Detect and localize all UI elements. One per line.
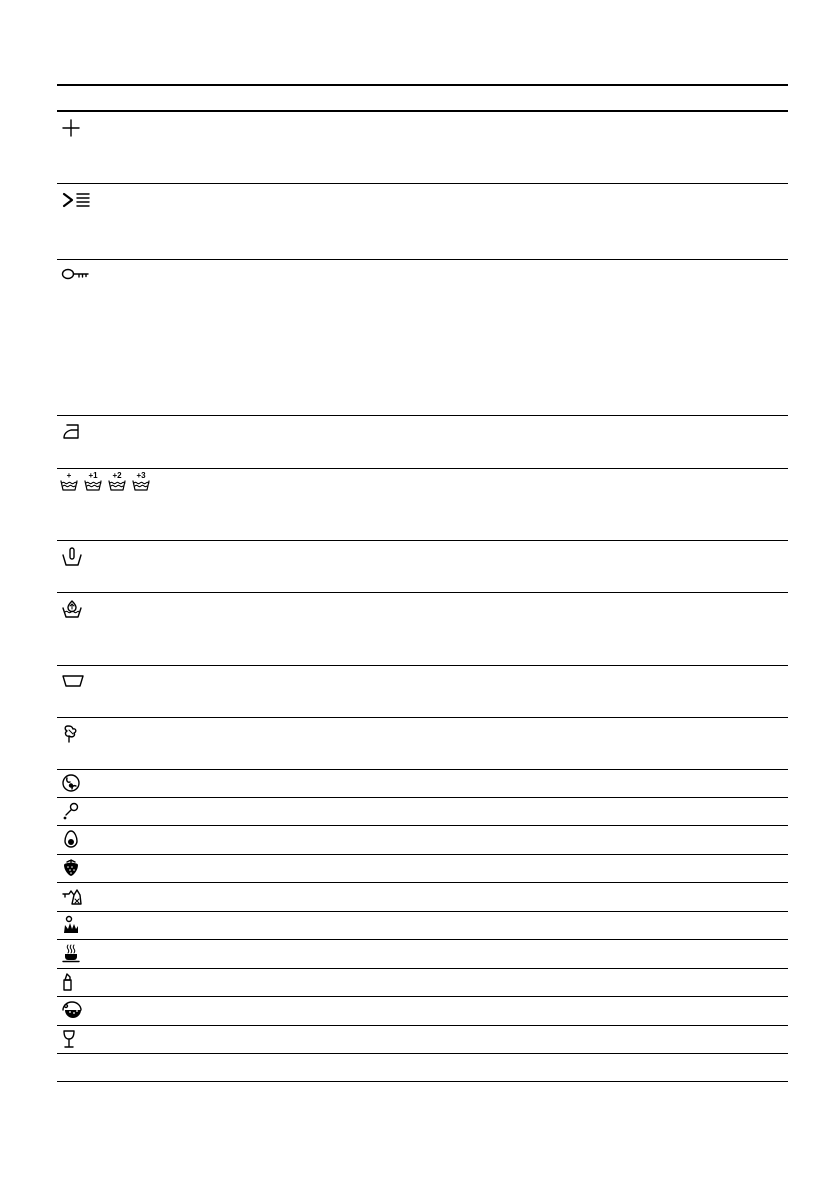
rinse-label-plus-1: +1 — [88, 471, 98, 480]
table-header — [57, 84, 788, 112]
stain-lipstick-icon — [61, 972, 75, 992]
stain-options-table — [57, 84, 788, 1082]
table-row — [57, 541, 788, 593]
stain-egg-icon — [61, 829, 81, 849]
program-menu-icon — [61, 190, 91, 210]
extra-rinse-icon — [59, 471, 155, 491]
stain-sweat-icon — [61, 1000, 83, 1020]
iron-easy-ironing-icon — [61, 422, 85, 440]
stain-remove-icon — [61, 724, 81, 744]
table-row — [57, 997, 788, 1026]
rinse-label-plus-2: +2 — [112, 471, 122, 480]
table-row — [57, 798, 788, 826]
rinse-label-plus-3: +3 — [136, 471, 146, 480]
stain-grass-icon — [61, 801, 81, 821]
child-lock-key-icon — [61, 266, 91, 282]
table-row — [57, 1026, 788, 1054]
drain-tub-icon — [61, 672, 85, 688]
table-row — [57, 883, 788, 912]
table-row — [57, 593, 788, 666]
table-row — [57, 260, 788, 416]
table-row — [57, 416, 788, 469]
table-row — [57, 184, 788, 260]
water-plus-icon — [61, 599, 83, 619]
table-row — [57, 969, 788, 997]
stain-grease-icon — [61, 886, 83, 906]
stain-red-wine-icon — [61, 1029, 77, 1049]
table-row — [57, 826, 788, 855]
table-row — [57, 855, 788, 883]
table-row — [57, 718, 788, 770]
rinse-label-plus: + — [66, 471, 72, 480]
table-row — [57, 112, 788, 184]
plus-icon — [61, 118, 81, 138]
prewash-icon — [61, 547, 83, 567]
table-row — [57, 940, 788, 969]
table-row — [57, 469, 788, 541]
table-row — [57, 666, 788, 718]
stain-soil-icon — [61, 915, 81, 935]
stain-strawberry-icon — [61, 858, 81, 878]
table-row — [57, 770, 788, 798]
stain-coffee-icon — [61, 943, 81, 963]
table-row — [57, 1054, 788, 1082]
stain-blood-icon — [61, 773, 81, 793]
table-row — [57, 912, 788, 940]
